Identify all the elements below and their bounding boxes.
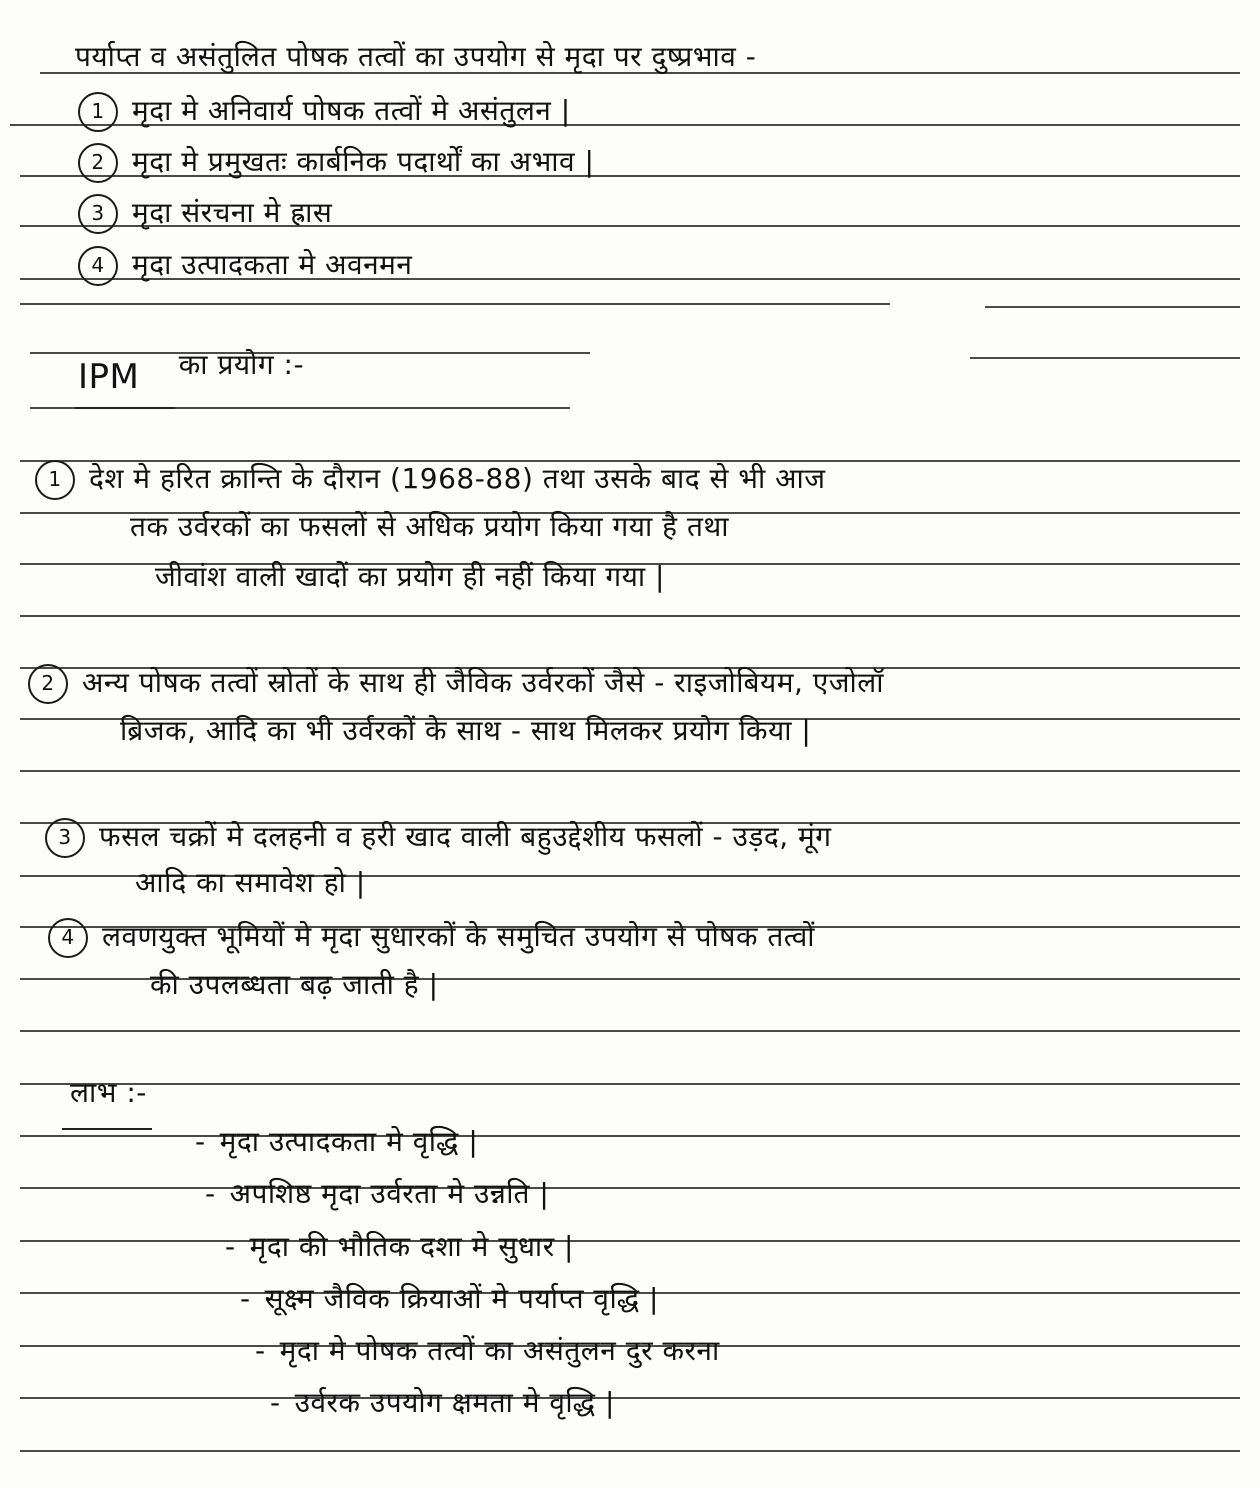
ipm-point-line: जीवांश वाली खादों का प्रयोग ही नहीं किया गया | <box>155 560 665 593</box>
ipm-point-line <box>45 818 832 858</box>
dash-bullet: - <box>225 1230 236 1263</box>
ipm-point-line: आदि का समावेश हो | <box>135 866 366 899</box>
effects-heading: पर्याप्त व असंतुलित पोषक तत्वों का उपयोग से मृदा पर दुष्प्रभाव - <box>75 40 757 73</box>
ipm-abbr: IPM <box>78 357 140 397</box>
benefit-text: मृदा उत्पादकता मे वृद्धि | <box>219 1125 479 1158</box>
effect-item <box>78 246 412 286</box>
ipm-point-line: ब्रिजक, आदि का भी उर्वरकों के साथ - साथ मिलकर प्रयोग किया | <box>120 714 812 747</box>
rule-line <box>985 306 1240 308</box>
benefits-heading: लाभ :- <box>70 1076 147 1109</box>
circled-number: 2 <box>78 143 118 183</box>
benefit-item <box>255 1334 720 1368</box>
dash-bullet: - <box>195 1125 206 1158</box>
benefits-heading-underline <box>62 1128 152 1130</box>
ipm-point-text: अन्य पोषक तत्वों स्रोतों के साथ ही जैविक उर्वरकों जैसे - राइजोबियम, एजोलॉ <box>82 666 884 699</box>
rule-line <box>30 352 590 354</box>
circled-number: 3 <box>45 818 85 858</box>
ipm-point-text: फसल चक्रों मे दलहनी व हरी खाद वाली बहुउद्देशीय फसलों - उड़द, मूंग <box>99 820 832 853</box>
benefit-item <box>205 1177 549 1211</box>
ipm-point-text: लवणयुक्त भूमियों मे मृदा सुधारकों के समुचित उपयोग से पोषक तत्वों <box>102 920 816 953</box>
circled-number: 4 <box>48 918 88 958</box>
rule-line <box>20 1397 1240 1399</box>
benefit-item <box>225 1230 574 1264</box>
benefit-text: सूक्ष्म जैविक क्रियाओं मे पर्याप्त वृद्धि | <box>264 1282 659 1315</box>
rule-line <box>970 357 1240 359</box>
rule-line <box>20 1240 1240 1242</box>
effect-item <box>78 194 332 234</box>
dash-bullet: - <box>205 1177 216 1210</box>
rule-line <box>20 1187 1240 1189</box>
ipm-point-line: की उपलब्धता बढ़ जाती है | <box>150 968 439 1001</box>
ipm-heading-underline <box>75 407 175 409</box>
effect-item <box>78 92 571 132</box>
effect-text: मृदा मे प्रमुखतः कार्बनिक पदार्थों का अभाव | <box>132 145 595 178</box>
benefit-text: मृदा मे पोषक तत्वों का असंतुलन दुर करना <box>279 1334 720 1367</box>
ipm-point-line: तक उर्वरकों का फसलों से अधिक प्रयोग किया गया है तथा <box>130 510 730 543</box>
rule-line <box>20 1030 1240 1032</box>
rule-line <box>20 303 890 305</box>
rule-line <box>20 770 1240 772</box>
ipm-title-rest: का प्रयोग :- <box>178 348 305 381</box>
circled-number: 2 <box>28 664 68 704</box>
effect-item <box>78 143 594 183</box>
benefit-text: उर्वरक उपयोग क्षमता मे वृद्धि | <box>294 1386 615 1419</box>
dash-bullet: - <box>270 1386 281 1419</box>
circled-number: 1 <box>78 92 118 132</box>
effect-text: मृदा मे अनिवार्य पोषक तत्वों मे असंतुलन | <box>132 94 571 127</box>
benefit-item <box>195 1125 478 1159</box>
rule-line <box>20 1450 1240 1452</box>
dash-bullet: - <box>255 1334 266 1367</box>
ipm-heading <box>78 348 305 397</box>
circled-number: 4 <box>78 246 118 286</box>
ipm-point-text: देश मे हरित क्रान्ति के दौरान (1968-88) तथा उसके बाद से भी आज <box>89 462 826 495</box>
circled-number: 1 <box>35 460 75 500</box>
circled-number: 3 <box>78 194 118 234</box>
rule-line <box>20 615 1240 617</box>
benefit-item <box>270 1386 615 1420</box>
benefit-item <box>240 1282 659 1316</box>
effect-text: मृदा उत्पादकता मे अवनमन <box>132 248 413 281</box>
benefit-text: मृदा की भौतिक दशा मे सुधार | <box>249 1230 574 1263</box>
ipm-point-line <box>28 664 884 704</box>
effect-text: मृदा संरचना मे ह्रास <box>132 196 333 229</box>
ipm-point-line <box>48 918 815 958</box>
benefit-text: अपशिष्ठ मृदा उर्वरता मे उन्नति | <box>229 1177 550 1210</box>
ipm-point-line <box>35 460 826 500</box>
dash-bullet: - <box>240 1282 251 1315</box>
rule-line <box>20 1083 1240 1085</box>
